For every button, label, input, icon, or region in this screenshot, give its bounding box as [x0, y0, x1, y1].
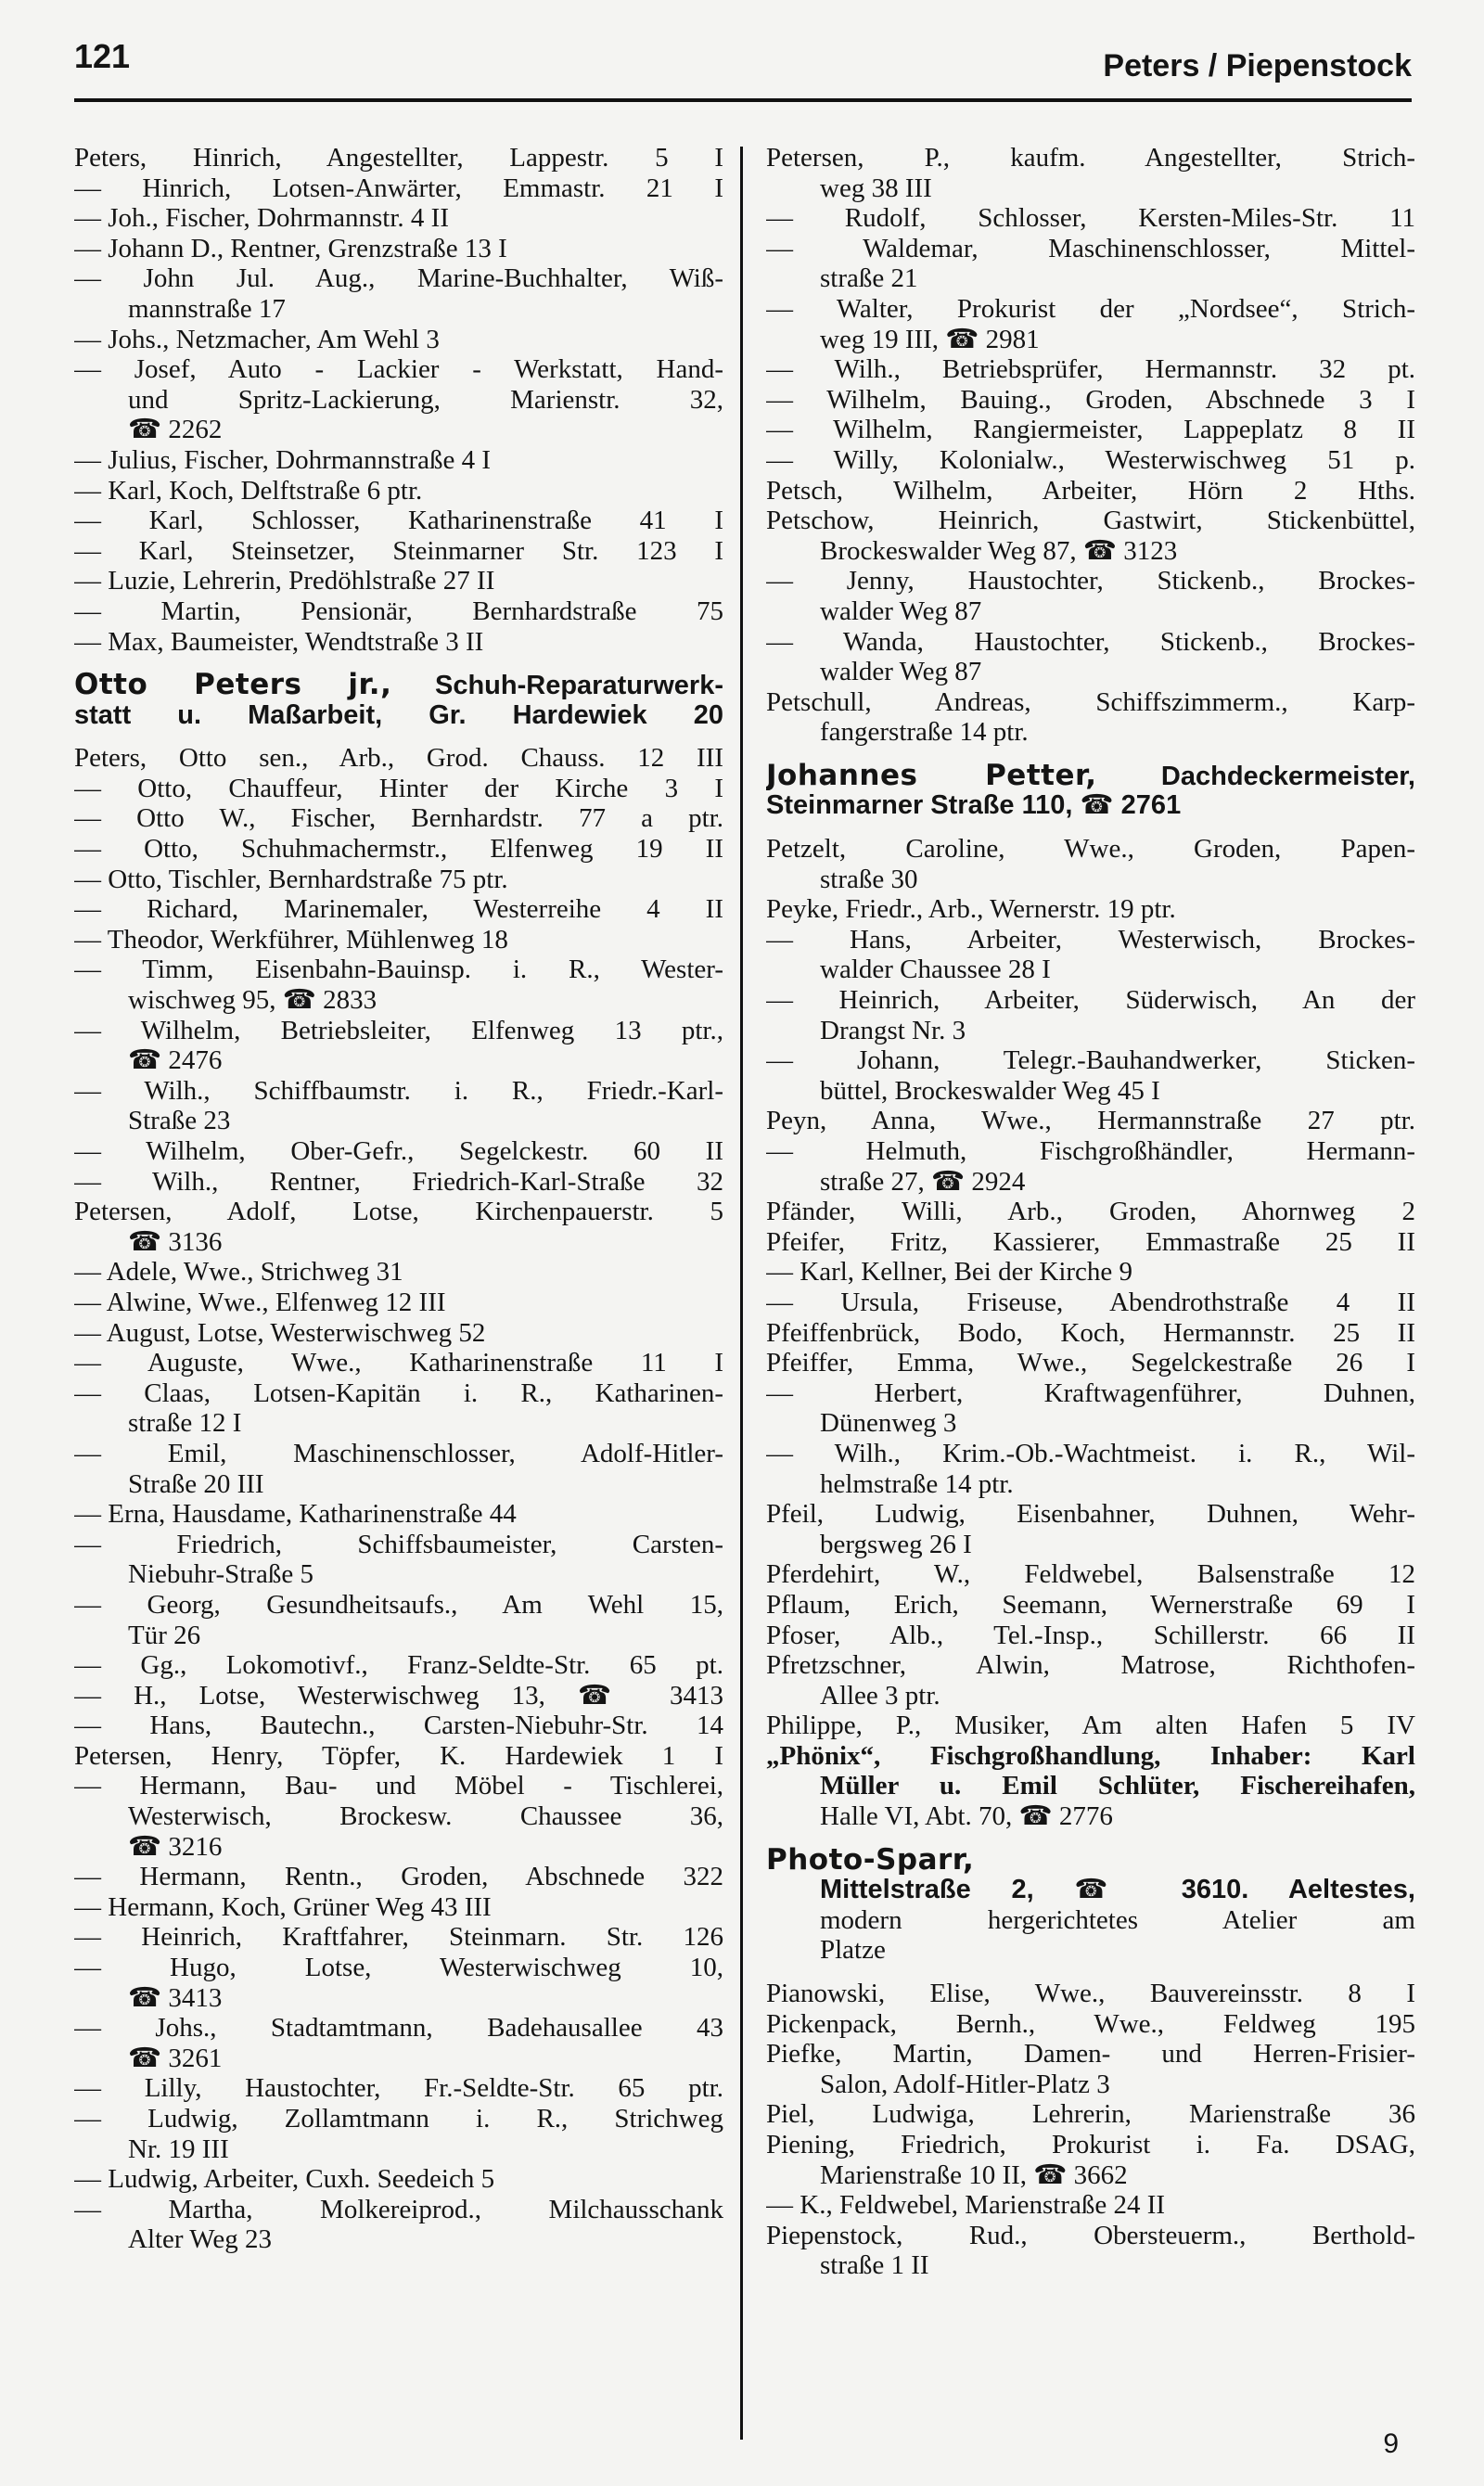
directory-line: — K., Feldwebel, Marienstraße 24 II — [766, 2190, 1166, 2221]
directory-line: straße 30 — [820, 864, 918, 894]
directory-line: — Wilhelm, Betriebsleiter, Elfenweg 13 ptr., — [74, 1015, 723, 1045]
directory-line: — Erna, Hausdame, Katharinenstraße 44 — [74, 1499, 517, 1530]
directory-line: Pianowski, Elise, Wwe., Bauvereinsstr. 8 I — [766, 1979, 1415, 2009]
directory-line: Philippe, P., Musiker, Am alten Hafen 5 IV — [766, 1711, 1415, 1741]
directory-line: Pfoser, Alb., Tel.-Insp., Schillerstr. 66 II — [766, 1620, 1415, 1650]
directory-line: — Timm, Eisenbahn-Bauinsp. i. R., Wester- — [74, 955, 723, 985]
advertisement-line — [74, 670, 723, 700]
directory-line: weg 19 III, ☎ 2981 — [820, 324, 1040, 354]
directory-line: — August, Lotse, Westerwischweg 52 — [74, 1317, 486, 1348]
column-divider — [740, 147, 743, 2440]
directory-line: — Friedrich, Schiffsbaumeister, Carsten- — [74, 1529, 723, 1559]
directory-line: Pickenpack, Bernh., Wwe., Feldweg 195 — [766, 2008, 1415, 2039]
directory-line: — Johs., Stadtamtmann, Badehausallee 43 — [74, 2013, 723, 2044]
advertisement-line: Steinmarner Straße 110, ☎ 2761 — [766, 790, 1182, 821]
directory-line: ☎ 3216 — [128, 1831, 223, 1862]
directory-line: Niebuhr-Straße 5 — [128, 1559, 313, 1590]
directory-line: Petersen, Henry, Töpfer, K. Hardewiek 1 I — [74, 1740, 723, 1771]
directory-line: Pfänder, Willi, Arb., Groden, Ahornweg 2 — [766, 1197, 1415, 1227]
directory-line: — Hermann, Koch, Grüner Weg 43 III — [74, 1891, 492, 1922]
directory-line: straße 27, ☎ 2924 — [820, 1166, 1026, 1197]
advertisement-line: Mittelstraße 2, ☎ 3610. Aeltestes, — [820, 1875, 1415, 1905]
directory-line: — Hugo, Lotse, Westerwischweg 10, — [74, 1953, 723, 1983]
advertiser-name: Photo-Sparr, — [766, 1844, 975, 1876]
directory-line: Pfeil, Ludwig, Eisenbahner, Duhnen, Wehr- — [766, 1499, 1415, 1530]
directory-line: straße 21 — [820, 263, 918, 294]
directory-line: — Herbert, Kraftwagenführer, Duhnen, — [766, 1378, 1415, 1408]
entry-gap — [74, 730, 723, 743]
directory-line: — Johann, Telegr.-Bauhandwerker, Sticken- — [766, 1045, 1415, 1076]
directory-line: — Waldemar, Maschinenschlosser, Mittel- — [766, 233, 1415, 263]
directory-line: — Hermann, Bau- und Möbel - Tischlerei, — [74, 1771, 723, 1801]
directory-line: bergsweg 26 I — [820, 1529, 972, 1559]
directory-line: — Karl, Koch, Delftstraße 6 ptr. — [74, 475, 423, 506]
directory-line: ☎ 2262 — [128, 415, 223, 445]
directory-line: und Spritz-Lackierung, Marienstr. 32, — [128, 384, 723, 415]
directory-line: — Otto W., Fischer, Bernhardstr. 77 a ptr. — [74, 803, 723, 834]
directory-line: Peters, Otto sen., Arb., Grod. Chauss. 12 III — [74, 743, 723, 774]
directory-line: — Luzie, Lehrerin, Predöhlstraße 27 II — [74, 566, 495, 596]
directory-line: Peyke, Friedr., Arb., Wernerstr. 19 ptr. — [766, 894, 1176, 925]
directory-line: — Josef, Auto - Lackier - Werkstatt, Hand- — [74, 354, 723, 385]
advertiser-name: Otto Peters jr., — [74, 670, 392, 700]
directory-line: — Lilly, Haustochter, Fr.-Seldte-Str. 65 ptr. — [74, 2073, 723, 2104]
directory-line: — Auguste, Wwe., Katharinenstraße 11 I — [74, 1348, 723, 1378]
directory-line: Peyn, Anna, Wwe., Hermannstraße 27 ptr. — [766, 1106, 1415, 1136]
directory-line: — Gg., Lokomotivf., Franz-Seldte-Str. 65 pt. — [74, 1650, 723, 1681]
directory-line: Petschull, Andreas, Schiffszimmerm., Karp- — [766, 686, 1415, 717]
directory-line: — Karl, Steinsetzer, Steinmarner Str. 123 I — [74, 535, 723, 566]
directory-line: — Claas, Lotsen-Kapitän i. R., Katharinen- — [74, 1378, 723, 1408]
directory-line: — John Jul. Aug., Marine-Buchhalter, Wiß- — [74, 263, 723, 294]
directory-line: — Wilh., Betriebsprüfer, Hermannstr. 32 pt. — [766, 354, 1415, 385]
directory-line: — Hermann, Rentn., Groden, Abschnede 322 — [74, 1862, 723, 1892]
directory-line: — Helmuth, Fischgroßhändler, Hermann- — [766, 1136, 1415, 1166]
directory-line: Allee 3 ptr. — [820, 1680, 940, 1711]
directory-line: Westerwisch, Brockesw. Chaussee 36, — [128, 1801, 723, 1832]
directory-line: Dünenweg 3 — [820, 1408, 957, 1439]
directory-line: — Georg, Gesundheitsaufs., Am Wehl 15, — [74, 1589, 723, 1620]
directory-line: Drangst Nr. 3 — [820, 1015, 966, 1045]
entry-gap — [766, 1832, 1415, 1845]
directory-line: — Wilh., Krim.-Ob.-Wachtmeist. i. R., Wil- — [766, 1438, 1415, 1468]
directory-line: Piepenstock, Rud., Obersteuerm., Berthold- — [766, 2220, 1415, 2250]
directory-line: — Heinrich, Kraftfahrer, Steinmarn. Str. 126 — [74, 1922, 723, 1953]
left-column — [74, 143, 723, 2255]
directory-line: — Theodor, Werkführer, Mühlenweg 18 — [74, 924, 508, 955]
directory-line: „Phönix“, Fischgroßhandlung, Inhaber: Karl — [766, 1740, 1415, 1771]
directory-line: — Jenny, Haustochter, Stickenb., Brockes- — [766, 566, 1415, 596]
directory-line: straße 1 II — [820, 2250, 929, 2281]
directory-line: Nr. 19 III — [128, 2134, 229, 2164]
directory-line: straße 12 I — [128, 1408, 242, 1439]
directory-line: Straße 23 — [128, 1106, 231, 1136]
directory-line: fangerstraße 14 ptr. — [820, 717, 1029, 748]
directory-line: — Heinrich, Arbeiter, Süderwisch, An der — [766, 985, 1415, 1016]
directory-line: mannstraße 17 — [128, 293, 286, 324]
directory-line: walder Chaussee 28 I — [820, 955, 1051, 985]
directory-line: — Alwine, Wwe., Elfenweg 12 III — [74, 1287, 446, 1317]
directory-line: Piening, Friedrich, Prokurist i. Fa. DSAG, — [766, 2130, 1415, 2159]
directory-line: — Otto, Schuhmachermstr., Elfenweg 19 II — [74, 834, 723, 865]
advertisement-line — [766, 761, 1415, 791]
entry-gap — [766, 821, 1415, 834]
directory-line: — Johs., Netzmacher, Am Wehl 3 — [74, 324, 440, 354]
directory-line: — Martin, Pensionär, Bernhardstraße 75 — [74, 596, 723, 626]
advertisement-text: Dachdeckermeister, — [1096, 761, 1415, 791]
directory-line: — Julius, Fischer, Dohrmannstraße 4 I — [74, 444, 492, 475]
directory-line: helmstraße 14 ptr. — [820, 1468, 1014, 1499]
directory-line: — Ursula, Friseuse, Abendrothstraße 4 II — [766, 1287, 1415, 1317]
directory-line: — Johann D., Rentner, Grenzstraße 13 I — [74, 233, 507, 263]
right-column — [766, 143, 1415, 2281]
directory-line: Müller u. Emil Schlüter, Fischereihafen, — [820, 1771, 1415, 1801]
directory-line: Alter Weg 23 — [128, 2224, 272, 2255]
directory-line: — Wilhelm, Bauing., Groden, Abschnede 3 I — [766, 384, 1415, 415]
directory-line: Tür 26 — [128, 1620, 201, 1650]
header-rule — [74, 98, 1412, 102]
directory-line: Pfeiffer, Emma, Wwe., Segelckestraße 26 I — [766, 1348, 1415, 1378]
signature-mark: 9 — [1383, 2428, 1399, 2459]
directory-line: — Wilhelm, Rangiermeister, Lappeplatz 8 II — [766, 415, 1415, 445]
directory-line: — Otto, Tischler, Bernhardstraße 75 ptr. — [74, 864, 508, 894]
directory-line: büttel, Brockeswalder Weg 45 I — [820, 1075, 1160, 1106]
advertisement-line — [766, 1845, 1415, 1876]
directory-line: — Emil, Maschinenschlosser, Adolf-Hitler- — [74, 1438, 723, 1468]
directory-line: Peters, Hinrich, Angestellter, Lappestr. 5 I — [74, 143, 723, 173]
directory-line: — Hans, Bautechn., Carsten-Niebuhr-Str. 14 — [74, 1711, 723, 1741]
page-number: 121 — [74, 37, 131, 75]
entry-gap — [766, 1966, 1415, 1979]
advertisement-text: Schuh-Reparaturwerk- — [391, 671, 723, 700]
directory-line: ☎ 3413 — [128, 1982, 223, 2013]
directory-line: — Martha, Molkereiprod., Milchausschank — [74, 2194, 723, 2224]
directory-line: Piefke, Martin, Damen- und Herren-Frisier- — [766, 2039, 1415, 2070]
directory-line: — Otto, Chauffeur, Hinter der Kirche 3 I — [74, 773, 723, 803]
advertisement-line: statt u. Maßarbeit, Gr. Hardewiek 20 — [74, 699, 723, 730]
directory-line: — Hans, Arbeiter, Westerwisch, Brockes- — [766, 924, 1415, 955]
entry-gap — [766, 748, 1415, 761]
directory-line: — Adele, Wwe., Strichweg 31 — [74, 1257, 403, 1288]
directory-line: modern hergerichtetes Atelier am — [820, 1904, 1415, 1935]
directory-line: Salon, Adolf-Hitler-Platz 3 — [820, 2069, 1110, 2099]
directory-line: — Richard, Marinemaler, Westerreihe 4 II — [74, 894, 723, 925]
directory-line: ☎ 2476 — [128, 1045, 223, 1076]
directory-line: Petsch, Wilhelm, Arbeiter, Hörn 2 Hths. — [766, 475, 1415, 506]
directory-line: Pferdehirt, W., Feldwebel, Balsenstraße 12 — [766, 1559, 1415, 1590]
directory-line: Petersen, P., kaufm. Angestellter, Strich- — [766, 143, 1415, 173]
directory-line: Halle VI, Abt. 70, ☎ 2776 — [820, 1801, 1113, 1832]
directory-line: Pfretzschner, Alwin, Matrose, Richthofen- — [766, 1650, 1415, 1681]
directory-line: Petschow, Heinrich, Gastwirt, Stickenbüttel, — [766, 506, 1415, 536]
directory-line: — Wanda, Haustochter, Stickenb., Brockes- — [766, 626, 1415, 657]
directory-line: — Wilh., Schiffbaumstr. i. R., Friedr.-Karl- — [74, 1075, 723, 1106]
directory-line: — H., Lotse, Westerwischweg 13, ☎ 3413 — [74, 1680, 723, 1711]
directory-line: Pfeiffenbrück, Bodo, Koch, Hermannstr. 25 II — [766, 1317, 1415, 1348]
advertiser-name: Johannes Petter, — [766, 760, 1097, 791]
directory-line: — Karl, Kellner, Bei der Kirche 9 — [766, 1257, 1133, 1288]
entry-gap — [74, 657, 723, 670]
directory-line: — Rudolf, Schlosser, Kersten-Miles-Str. 11 — [766, 203, 1415, 234]
directory-line: wischweg 95, ☎ 2833 — [128, 985, 377, 1016]
directory-line: — Joh., Fischer, Dohrmannstr. 4 II — [74, 203, 449, 234]
directory-line: weg 38 III — [820, 173, 932, 203]
directory-line: walder Weg 87 — [820, 657, 982, 687]
directory-line: — Max, Baumeister, Wendtstraße 3 II — [74, 626, 484, 657]
directory-line: Piel, Ludwiga, Lehrerin, Marienstraße 36 — [766, 2099, 1415, 2130]
directory-line: — Ludwig, Arbeiter, Cuxh. Seedeich 5 — [74, 2164, 495, 2195]
directory-line: Pfeifer, Fritz, Kassierer, Emmastraße 25 II — [766, 1226, 1415, 1257]
directory-line: Platze — [820, 1935, 886, 1966]
directory-line: Petzelt, Caroline, Wwe., Groden, Papen- — [766, 834, 1415, 865]
directory-line: Brockeswalder Weg 87, ☎ 3123 — [820, 535, 1178, 566]
directory-line: — Walter, Prokurist der „Nordsee“, Strich- — [766, 293, 1415, 324]
directory-line: Straße 20 III — [128, 1468, 264, 1499]
running-head: Peters / Piepenstock — [1103, 48, 1412, 83]
directory-line: ☎ 3136 — [128, 1226, 223, 1257]
directory-line: Pflaum, Erich, Seemann, Wernerstraße 69 I — [766, 1589, 1415, 1620]
directory-line: ☎ 3261 — [128, 2043, 223, 2073]
directory-line: — Wilh., Rentner, Friedrich-Karl-Straße 32 — [74, 1166, 723, 1197]
directory-line: — Ludwig, Zollamtmann i. R., Strichweg — [74, 2104, 723, 2134]
directory-line: Petersen, Adolf, Lotse, Kirchenpauerstr. 5 — [74, 1197, 723, 1227]
directory-line: Marienstraße 10 II, ☎ 3662 — [820, 2159, 1128, 2190]
directory-line: — Hinrich, Lotsen-Anwärter, Emmastr. 21 I — [74, 173, 723, 203]
directory-line: — Wilhelm, Ober-Gefr., Segelckestr. 60 II — [74, 1136, 723, 1166]
directory-line: walder Weg 87 — [820, 596, 982, 626]
directory-line: — Willy, Kolonialw., Westerwischweg 51 p. — [766, 444, 1415, 475]
directory-line: — Karl, Schlosser, Katharinenstraße 41 I — [74, 506, 723, 536]
